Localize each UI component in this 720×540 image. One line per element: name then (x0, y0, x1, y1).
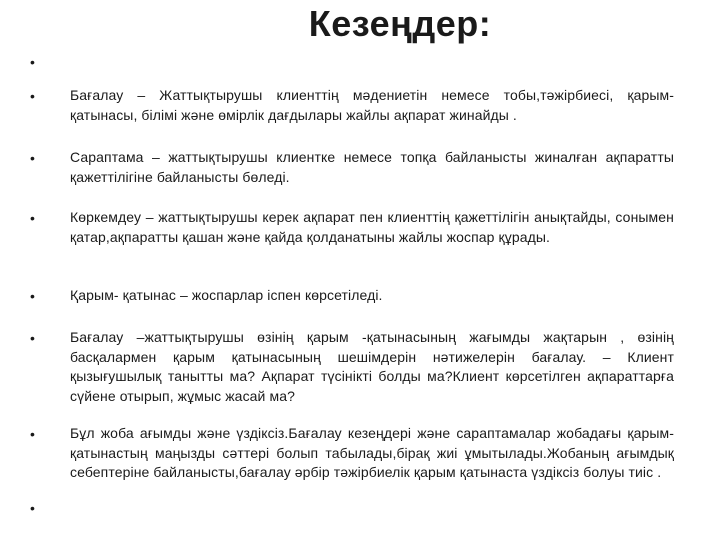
list-item: Көркемдеу – жаттықтырушы керек ақпарат пен клиенттің қажеттілігін анықтайды, сонымен қатар,ақпаратты қашан және қайда қолданатыны жайлы жоспар құрады. (70, 209, 674, 245)
bullet-marker: • (30, 150, 35, 166)
bullet-marker: • (30, 426, 35, 442)
list-item: Бағалау – Жаттықтырушы клиенттің мәдениетін немесе тобы,тәжірбиесі, қарым- қатынасы, білімі және өмірлік дағдылары жайлы ақпарат жинайды . (70, 87, 674, 123)
bullet-marker: • (30, 54, 35, 70)
slide-title: Кезеңдер: (308, 3, 492, 44)
bullet-marker: • (30, 88, 35, 104)
bullet-marker: • (30, 330, 35, 346)
bullet-marker: • (30, 210, 35, 226)
list-item: Бағалау –жаттықтырушы өзінің қарым -қатынасының жағымды жақтарын , өзінің басқалармен қарым қатынасының шешімдерін нәтижелерін бағалау. – Клиент қызығушылық танытты ма? Ақпарат түсінікті болды ма?Клиент көрсетілген ақпараттарға сүйене отырып, жұмыс жасай ма? (70, 329, 674, 404)
list-item: Қарым- қатынас – жоспарлар іспен көрсетіледі. (70, 287, 383, 303)
list-item: Бұл жоба ағымды және үздіксіз.Бағалау кезеңдері және сараптамалар жобадағы қарым- қатынастың маңызды сәттері болып табылады,бірақ жиі ұмытылады.Жобаның ағымдық себептеріне байланысты,бағалау әрбір тәжірбиелік қарым қатынаста үздіксіз болуы тиіс . (70, 425, 674, 480)
list-item: Сараптама – жаттықтырушы клиентке немесе топқа байланысты жиналған ақпаратты қажеттілігіне байланысты бөледі. (70, 149, 674, 185)
bullet-marker: • (30, 500, 35, 516)
bullet-marker: • (30, 288, 35, 304)
